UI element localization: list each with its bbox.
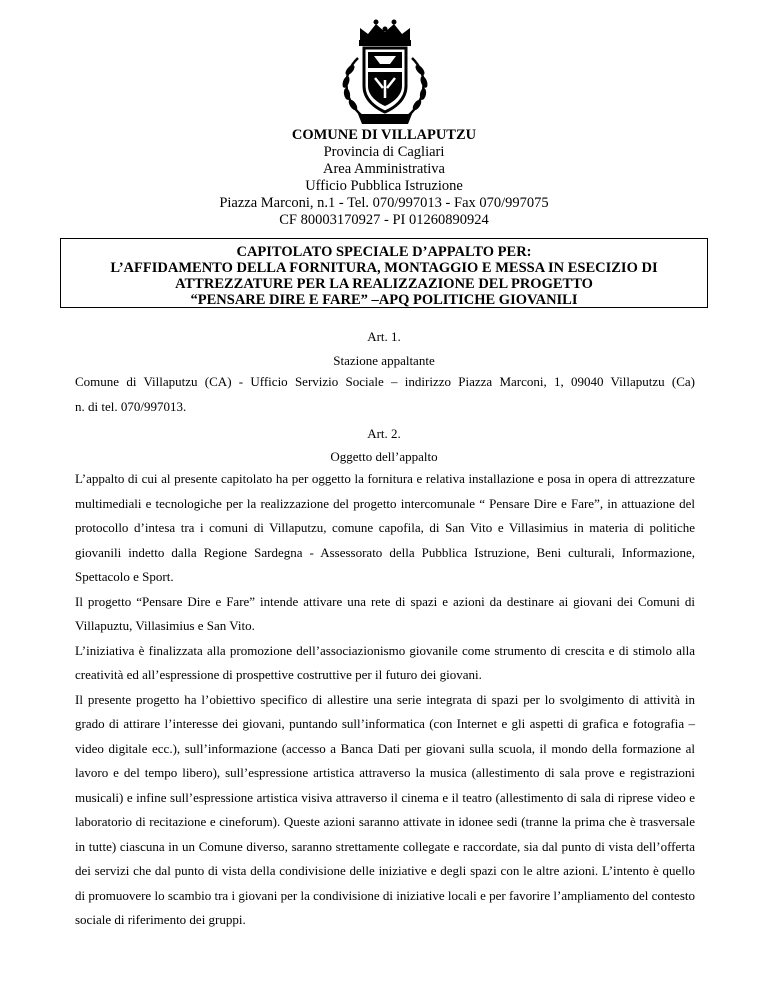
title-line-4: “PENSARE DIRE E FARE” –APQ POLITICHE GIOVANILI	[190, 292, 578, 308]
indirizzo: Piazza Marconi, n.1 - Tel. 070/997013 - Fax 070/997075	[219, 195, 549, 211]
art1-number: Art. 1.	[367, 329, 401, 344]
art2-number: Art. 2.	[367, 426, 401, 441]
art2-paragraph-4: Il presente progetto ha l’obiettivo specifico di allestire una serie integrata di spazi per lo svolgimento di attività in grado di attirare l’interesse dei giovani, puntando sull’informatica (con Internet e gli aspetti di grafica e fotografia –video digitale ecc.), sull’informazione (accesso a Banca Dati per giovani sulla scuola, il mondo della formazione al lavoro e del tempo libero), sull’espressione artistica attraverso la musica (allestimento di sala prove e registrazioni musicali) e infine sull’espressione artistica visiva attraverso il cinema e il teatro (allestimento di sala di riprese video e laboratorio di recitazione e cineforum). Queste azioni saranno attivate in idonee sedi (tranne la prima che è trasversale in tutte) ciascuna in un Comune diverso, saranno strettamente collegate e raccordate, sia dal punto di vista dell’offerta dei servizi che dal punto di vista della condivisione delle iniziative e degli spazi con le altre azioni. L’intento è quello di promuovere lo scambio tra i giovani per la condivisione di iniziative locali e per favorire l’ampliamento del contesto sociale di riferimento dei gruppi.	[75, 691, 695, 927]
title-line-3: ATTREZZATURE PER LA REALIZZAZIONE DEL PROGETTO	[175, 276, 593, 292]
title-line-2: L’AFFIDAMENTO DELLA FORNITURA, MONTAGGIO E MESSA IN ESECIZIO DI	[110, 260, 658, 276]
document-title-box	[60, 238, 708, 308]
title-line-1: CAPITOLATO SPECIALE D’APPALTO PER:	[236, 244, 532, 260]
area: Area Amministrativa	[322, 161, 445, 177]
comune-name: COMUNE DI VILLAPUTZU	[291, 127, 477, 143]
provincia: Provincia di Cagliari	[323, 144, 445, 160]
art2-heading: Oggetto dell’appalto	[330, 449, 438, 464]
document-header	[0, 127, 768, 229]
art2-paragraph-3: L’iniziativa è finalizzata alla promozione dell’associazionismo giovanile come strumento di crescita e di stimolo alla creatività ed all’espressione di prospettive costruttive per il futuro dei giovani.	[75, 642, 695, 682]
ufficio: Ufficio Pubblica Istruzione	[305, 178, 463, 194]
municipal-crest-icon	[330, 18, 440, 128]
art1-text-line-1: Comune di Villaputzu (CA) - Ufficio Servizio Sociale – indirizzo Piazza Marconi, 1, 09040 Villaputzu (Ca)	[75, 374, 695, 389]
art2-text	[75, 467, 695, 933]
art1-text	[75, 370, 695, 419]
codice-fiscale: CF 80003170927 - PI 01260890924	[279, 212, 489, 228]
art2-paragraph-2: Il progetto “Pensare Dire e Fare” intende attivare una rete di spazi e azioni da destinare ai giovani dei Comuni di Villapuztu, Villasimius e San Vito.	[75, 593, 695, 633]
art1-text-line-2: n. di tel. 070/997013.	[75, 398, 187, 414]
art1-heading: Stazione appaltante	[333, 353, 435, 368]
art2-paragraph-1: L’appalto di cui al presente capitolato ha per oggetto la fornitura e relativa installazione e posa in opera di attrezzature multimediali e tecnologiche per la realizzazione del progetto intercomunale “ Pensare Dire e Fare”, in attuazione del protocollo d’intesa tra i comuni di Villaputzu, comune capofila, di San Vito e Villasimius in materia di politiche giovanili indetto dalla Regione Sardegna - Assessorato della Pubblica Istruzione, Beni culturali, Informazione, Spettacolo e Sport.	[75, 471, 695, 584]
